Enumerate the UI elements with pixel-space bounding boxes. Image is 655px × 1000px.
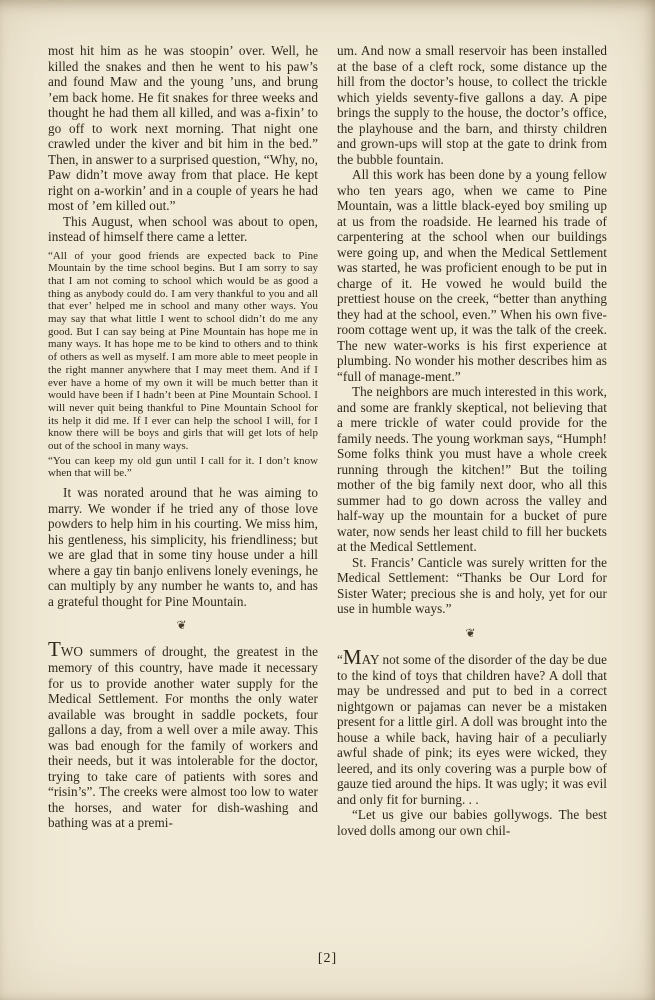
letter-paragraph: “All of your good friends are expected back to Pine Mountain by the time school begins. But I am sorry to say that I am not coming to school which would be as good a thing as anybody could do. I am very thankful to you and all that ever’ helped me in school and many other ways. You may say that what little I went to school didn’t do me any good. But I can say being at Pine Mountain has hope me in many ways. It has hope me to be kind to others and to think of others as well as myself. I am more able to meet people in the right manner anywhere that I may meet them. And if I ever have a home of my own it will be much better than it would have been if I hadn’t been at Pine Mountain School. I will never quit being thankful to Pine Mountain School for its help it did me. If I ever can help the school I will, for I know there will be boys and girls that will get lots of help out of the school in many ways. <box>48 249 318 453</box>
body-paragraph <box>337 644 607 808</box>
body-paragraph <box>48 639 318 831</box>
paragraph-text: not some of the disorder of the day be due to the kind of toys that children have? A doll that may be undressed and put to bed in a correct nightgown or pajamas can never be a mistaken present for a little girl. A doll was brought into the house a while back, having hair of a peculiarly awful shade of pink; its eyes were wicked, they leered, and its only covering was a purple bow of gauze tied around the hips. It was ugly; it was evil and only fit for burning. . . <box>337 651 607 807</box>
page-number: [2] <box>317 951 338 966</box>
initial-caps: WO <box>60 644 83 660</box>
section-divider-ornament-icon: ❦ <box>176 618 190 633</box>
body-paragraph: This August, when school was about to open, instead of himself there came a letter. <box>48 213 318 244</box>
letter-excerpt <box>48 250 318 481</box>
left-column <box>48 43 318 838</box>
body-paragraph: St. Francis’ Canticle was surely written for the Medical Settlement: “Thanks be Our Lord for Sister Water; precious she is and holy, yet for our use in humble ways.” <box>337 554 607 616</box>
body-paragraph: “Let us give our babies gollywogs. The best loved dolls among our own chil- <box>337 807 607 838</box>
section-divider-ornament-icon: ❦ <box>465 625 479 640</box>
body-paragraph: The neighbors are much interested in this work, and some are frankly skeptical, not believing that a mere trickle of water could provide for the family needs. The young workman says, “Humph! Some folks think you must have a whole creek running through the kitchen!” But the toiling mother of the big family next door, who all this summer had to go down across the valley and half-way up the mountain for a bucket of pure water, now sends her least child to fill her buckets at the Medical Settlement. <box>337 384 607 554</box>
body-paragraph: All this work has been done by a young fellow who ten years ago, when we came to Pine Mountain, was a little black-eyed boy smiling up at us from the roadside. He learned his trade of carpentering at the school when our buildings were going up, and when the Medical Settlement was started, he was proficient enough to be put in charge of it. He vowed he would build the prettiest house on the creek, “better than anything they had at the school, even.” When his own five-room cottage went up, it was the talk of the creek. The new water-works is his first experience at plumbing. No wonder his mother describes him as “full of manage-ment.” <box>337 167 607 384</box>
drop-initial: M <box>342 644 362 669</box>
opening-quote: “ <box>337 651 343 667</box>
drop-initial: T <box>48 637 61 662</box>
letter-paragraph: “You can keep my old gun until I call for it. I don’t know when that will be.” <box>48 454 318 480</box>
body-paragraph: It was norated around that he was aiming to marry. We wonder if he tried any of those love powders to help him in his courting. We miss him, his gentleness, his simplicity, his friendliness; but we are glad that in some tiny house under a hill where a gay tin banjo enlivens lonely evenings, he can multiply by any number he wants to, and has a grateful thought for Pine Mountain. <box>48 485 318 609</box>
right-column <box>337 43 607 838</box>
body-paragraph: um. And now a small reservoir has been installed at the base of a cleft rock, some distance up the hill from the doctor’s house, to collect the trickle which yields seventy-five gallons a day. A pipe brings the supply to the house, the doctor’s office, the playhouse and the barn, and thirsty children and grown-ups will stop at the gate to drink from the bubble fountain. <box>337 43 607 167</box>
initial-caps: AY <box>361 651 380 667</box>
paragraph-text: summers of drought, the greatest in the memory of this country, have made it necessary for us to provide another water supply for the Medical Settlement. For months the only water available was brought in saddle pockets, four gallons a day, from a well over a mile away. This was bad enough for the family of workers and their needs, but it was intolerable for the doctor, trying to take care of patients with sores and “risin’s”. The creeks were almost too low to water the horses, and water for dish-washing and bathing was at a premi- <box>48 644 318 831</box>
body-paragraph: most hit him as he was stoopin’ over. Well, he killed the snakes and then he went to his paw’s and found Maw and the young ’uns, and brung ’em back home. He fit snakes for three weeks and thought he had them all killed, and was a-fixin’ to go off to work next morning. That night one crawled under the kiver and bit him in the bed.” Then, in answer to a surprised question, “Why, no, Paw didn’t move away from that place. He kept right on a-workin’ and in a couple of years he had most of ’em killed out.” <box>48 43 318 213</box>
